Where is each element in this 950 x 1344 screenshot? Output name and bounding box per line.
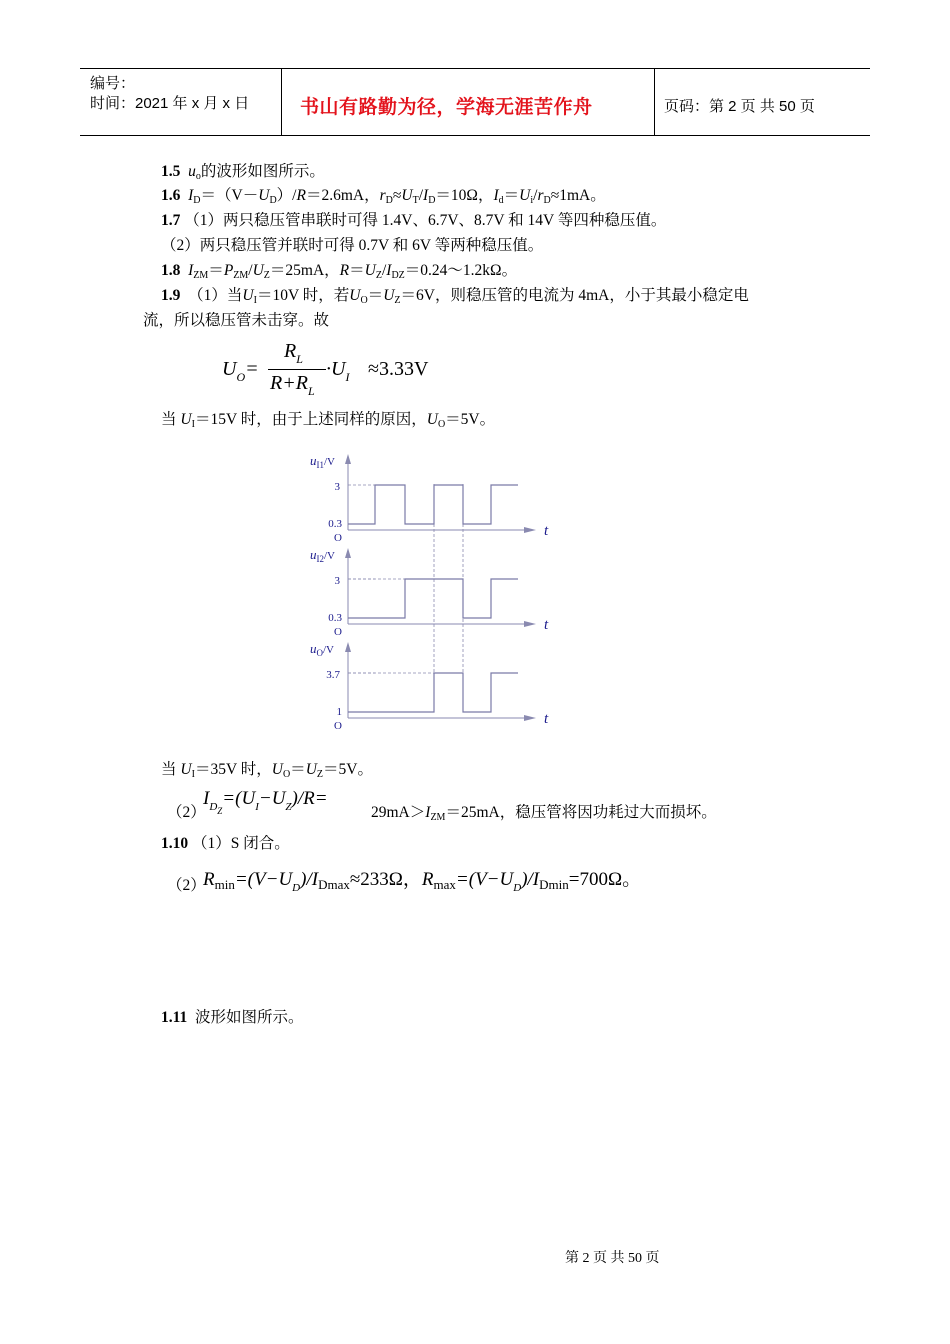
section-number: 1.10 (161, 835, 189, 852)
origin-label: O (334, 626, 342, 638)
y-axis-arrow (345, 642, 351, 652)
y-axis-arrow (345, 548, 351, 558)
y-axis-arrow (345, 454, 351, 464)
para-1-10-2: （2） $R_{min}=(V-U_D)/I_{Dmax}\approx 233\Omega$，$R_{max}=(V-U_D)/I_{Dmin}=700\Omega$。 (167, 869, 642, 894)
section-number: 1.5 (161, 163, 181, 180)
header-top-rule (80, 68, 870, 69)
para-1-9-2: （2） $I_{DZ}=(U_I-U_Z)/R=$ $29mA>I_{ZM}=25mA$，稳压管将因功耗过大而损坏。 (167, 788, 717, 823)
header-bottom-rule (80, 135, 870, 136)
para-text: （1）当 (188, 287, 243, 304)
header-divider-2 (654, 68, 655, 136)
para-1-10 (161, 834, 290, 854)
t-axis-label: t (544, 617, 549, 633)
waveform-trace (348, 579, 518, 618)
para-1-9-when15: 当 $U_I=15V$ 时，由于上述同样的原因，$U_O=5V$。 (161, 411, 496, 430)
para-1-5: 1.5 $u_o$的波形如图所示。 (161, 163, 325, 182)
para-text: ＝15V 时，由于上述同样的原因， (194, 411, 427, 428)
para-text: 的波形如图所示。 (200, 163, 325, 180)
header-date-label: 时间：2021 年 x 月 x 日 (90, 95, 250, 112)
page-footer: 第 2 页 共 50 页 (565, 1251, 660, 1266)
y-tick-high: 3.7 (326, 669, 340, 681)
para-text: （1）S 闭合。 (192, 835, 290, 852)
section-number: 1.8 (161, 262, 181, 279)
origin-label: O (334, 532, 342, 544)
para-text: 29mA＞ (371, 804, 426, 821)
section-number: 1.6 (161, 187, 181, 204)
section-number: 1.9 (161, 287, 181, 304)
para-text: ＝（V－ (200, 187, 259, 204)
para-1-9-when35: 当 $U_I=35V$ 时，$U_O=U_Z=5V$。 (161, 761, 373, 780)
para-1-9-cont: 流，所以稳压管未击穿。故 (143, 312, 330, 329)
para-1-11 (161, 1008, 304, 1028)
y-tick-low: 0.3 (328, 518, 342, 530)
header-divider-1 (281, 68, 282, 136)
t-axis-label: t (544, 523, 549, 539)
y-axis-label: $u_{I2}^{/V}$ (310, 547, 335, 564)
y-axis-label: $u_O^{/V}$ (310, 641, 334, 658)
para-text: ＝10V 时，若 (256, 287, 350, 304)
y-tick-low: 1 (336, 706, 342, 718)
para-1-8: 1.8 $I_{ZM}=P_{ZM}/U_Z=25mA$，$R=U_Z/I_{DZ}=0.24\sim 1.2k\Omega$。 (161, 262, 518, 281)
header-motto: 书山有路勤为径，学海无涯苦作舟 (300, 96, 593, 118)
t-axis-arrow (524, 621, 536, 627)
section-number: 1.11 (161, 1009, 188, 1026)
para-1-7-b: （2）两只稳压管并联时可得 0.7V 和 6V 等两种稳压值。 (161, 237, 544, 254)
y-tick-high: 3 (334, 575, 340, 587)
t-axis-arrow (524, 527, 536, 533)
origin-label: O (334, 720, 342, 732)
item-label: （2） (167, 877, 206, 894)
para-1-6: 1.6 $I_D=(V-U_D)/R=2.6mA$，$r_D\approx U_T/I_D=10\Omega$，$I_d=U_i/r_D\approx 1mA$。 (161, 187, 606, 206)
item-label: （2） (167, 804, 206, 821)
y-tick-low: 0.3 (328, 612, 342, 624)
formula-result: ≈3.33V (368, 358, 429, 380)
para-text: （1）两只稳压管串联时可得 1.4V、6.7V、8.7V 和 14V 等四种稳压值。 (184, 212, 667, 229)
waveform-trace (348, 485, 518, 524)
para-text: ＝6V，则稳压管的电流为 4mA，小于其最小稳定电 (400, 287, 749, 304)
t-axis-arrow (524, 715, 536, 721)
formula-uo: $U_O=$ $R_L$ $R+R_L$ $\cdot U_I$ ≈3.33V (222, 340, 429, 398)
para-text: ＝35V 时， (194, 761, 272, 778)
waveform-figure (300, 448, 560, 738)
waveform-trace (348, 673, 518, 712)
header-number-label: 编号： (90, 75, 136, 92)
para-1-9: 1.9 （1）当$U_I=10V$ 时，若$U_O=U_Z=6V$，则稳压管的电流为 4mA，小于其最小稳定电 (161, 287, 749, 306)
para-text: ＝25mA，稳压管将因功耗过大而损坏。 (445, 804, 717, 821)
para-text: 波形如图所示。 (195, 1009, 304, 1026)
y-axis-label: $u_{I1}^{/V}$ (310, 453, 335, 470)
section-number: 1.7 (161, 212, 181, 229)
para-1-7 (161, 211, 666, 231)
t-axis-label: t (544, 711, 549, 727)
header-page-label: 页码：第 2 页 共 50 页 (664, 98, 815, 115)
y-tick-high: 3 (334, 481, 340, 493)
